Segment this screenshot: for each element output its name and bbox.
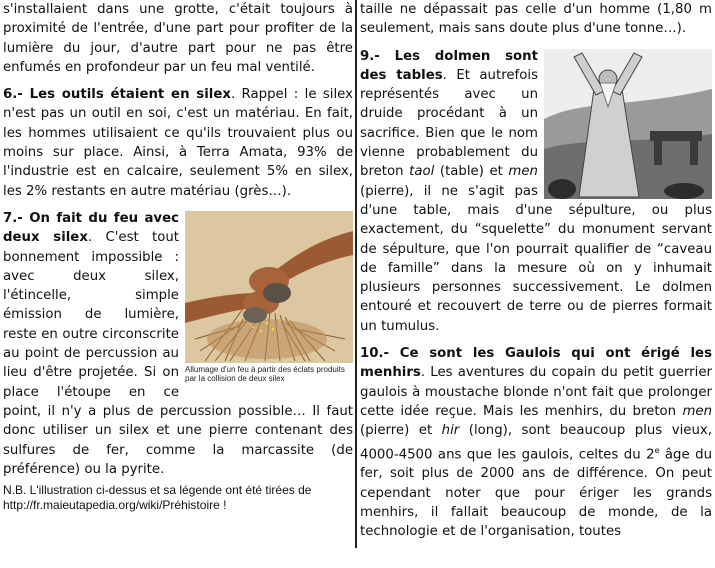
section-10-title: 10.- Ce sont les Gaulois qui ont érigé les menhirs <box>360 346 712 381</box>
section-10-body-d: âge du fer, soit plus de 2000 ans de différence. On peut cependant noter que pour ériger les grands menhirs, il fallait beaucoup de monde, de la technologie et de l'organisation, toutes <box>360 446 712 540</box>
column-divider <box>355 0 357 548</box>
right-intro-paragraph: taille ne dépassait pas celle d'un homme (1,80 m seulement, mais sans doute plus d'une tonne…). <box>360 2 712 37</box>
term-taol: taol <box>409 164 435 180</box>
term-hir: hir <box>441 423 460 439</box>
term-men: men <box>508 164 538 180</box>
left-column <box>3 0 353 513</box>
section-7-title: 7.- On fait du feu avec deux silex <box>3 210 179 246</box>
right-column <box>360 0 712 541</box>
druid-illustration <box>544 49 712 199</box>
left-intro-paragraph: s'installaient dans une grotte, c'était toujours à proximité de l'entrée, d'une part pour profiter de la lumière du jour, d'autre part pour ne pas être enfumés en profondeur par un feu mal ventilé. <box>3 2 353 75</box>
fire-figure-caption: Allumage d'un feu à partir des éclats produits par la collision de deux silex <box>185 364 345 383</box>
section-9-title: 9.- Les dolmen sont des tables <box>360 48 538 83</box>
section-9 <box>360 47 712 336</box>
section-7 <box>3 209 353 479</box>
term-men-2: men <box>682 403 712 419</box>
section-10-body-c: (long), sont beaucoup plus vieux, 4000-4500 ans que les gaulois, celtes du 2 <box>360 423 712 462</box>
section-7-body: . C'est tout bonnement impossible : avec deux silex, l'étincelle, simple émission de lumière, reste en outre circonscrite au point de percussion au lieu d'être projetée. Si on place l'étoupe en ce point, il n'y a plus de percussion possible… Il faut donc utiliser un silex et une pierre contenant des sulfures de fer, comme la marcassite (de préférence) ou la pyrite. <box>3 230 353 477</box>
nb-note: N.B. L'illustration ci-dessus et sa légende ont été tirées de http://fr.maieutapedia.org/wiki/Préhistoire ! <box>3 483 312 513</box>
section-9-body-a: . Et autrefois représentés avec un druide procédant à un sacrifice. Bien que le nom vienne probablement du breton <box>360 67 538 180</box>
section-6 <box>3 85 353 201</box>
section-9-body-c: (pierre), il ne s'agit pas d'une table, mais d'une sépulture, ou plus exactement, du “squelette” du monument servant de sépulture, que l'on pourrait qualifier de “caveau de famille” dans la mesure où on y inhumait plusieurs personnes successivement. Le dolmen entouré et recouvert de terre ou de pierres formait un tumulus. <box>360 183 712 334</box>
section-10-paragraph <box>360 344 712 541</box>
fire-figure <box>185 211 353 383</box>
section-6-title: 6.- Les outils étaient en silex <box>3 87 231 103</box>
section-10-body-a: . Les aventures du copain du petit guerrier gaulois à moustache blonde n'ont fait que prolonger cette idée reçue. Mais les menhirs, du breton <box>360 365 712 419</box>
section-10-body-b: (pierre) et <box>360 423 442 439</box>
superscript-e: e <box>654 445 660 455</box>
section-6-body: . Rappel : le silex n'est pas un outil en soi, c'est un matériau. En fait, les hommes utilisaient ce qu'ils trouvaient plus ou moins sur place. Ainsi, à Terra Amata, 93% de l'industrie est en calcaire, seulement 5% en silex, les 2% restants en autre matériau (grès…). <box>3 87 354 199</box>
section-9-body-b: (table) et <box>434 164 509 180</box>
fire-illustration <box>185 211 353 363</box>
druid-figure <box>544 49 712 199</box>
